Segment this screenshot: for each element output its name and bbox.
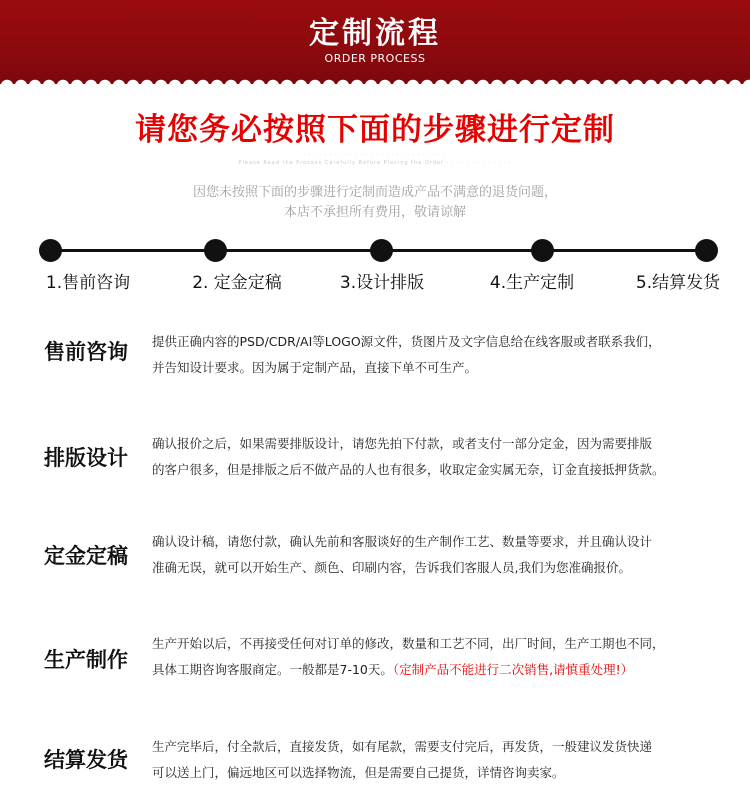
section-body: [152, 529, 732, 581]
timeline-dot-2: [204, 239, 227, 262]
section-line: 确认设计稿，请您付款，确认先前和客服谈好的生产制作工艺、数量等要求，并且确认设计: [152, 534, 653, 549]
step-label-4: 4.生产定制: [489, 273, 575, 293]
decorative-text-line-2: Please Read the Process Carefully Before Placing the Order · · · · · · · · · · · · ·: [238, 160, 512, 166]
timeline-dot-1: [39, 239, 62, 262]
section-line: 并告知设计要求。因为属于定制产品，直接下单不可生产。: [152, 360, 478, 375]
warning-text: （定制产品不能进行二次销售,请慎重处理!）: [392, 662, 634, 677]
section-body: [152, 631, 732, 683]
step-label-1: 1.售前咨询: [45, 273, 131, 293]
section-line: 生产开始以后，不再接受任何对订单的修改，数量和工艺不同，出厂时间，生产工期也不同，: [152, 636, 665, 651]
section-line: 可以送上门，偏远地区可以选择物流，但是需要自己提货，详情咨询卖家。: [152, 765, 565, 780]
notice-line-1: 因您未按照下面的步骤进行定制而造成产品不满意的退货问题，: [192, 185, 557, 200]
headline: 请您务必按照下面的步骤进行定制: [135, 112, 615, 148]
step-label-5: 5.结算发货: [635, 273, 721, 293]
section-line: 的客户很多，但是排版之后不做产品的人也有很多，收取定金实属无奈，订金直接抵押货款。: [152, 462, 665, 477]
banner-scallop-edge: [0, 72, 750, 84]
section-title: 结算发货: [44, 748, 128, 772]
section-title: 生产制作: [44, 648, 128, 672]
section-title: 定金定稿: [44, 544, 128, 568]
section-line: 确认报价之后，如果需要排版设计，请您先拍下付款，或者支付一部分定金，因为需要排版: [152, 436, 653, 451]
step-label-3: 3.设计排版: [339, 273, 425, 293]
timeline-dot-4: [531, 239, 554, 262]
decorative-text-line-1: · · · · · · · · · · · · · · · · · · · · · · · · · · · ·: [303, 152, 447, 158]
timeline-dot-3: [370, 239, 393, 262]
section-line: [152, 657, 732, 683]
notice-line-2: 本店不承担所有费用，敬请谅解: [283, 205, 466, 220]
section-body: [152, 734, 732, 786]
banner-subtitle: ORDER PROCESS: [324, 52, 426, 65]
section-title: 售前咨询: [44, 340, 128, 364]
section-body: [152, 431, 732, 483]
section-title: 排版设计: [44, 446, 128, 470]
section-line: 生产完毕后，付全款后，直接发货，如有尾款，需要支付完后，再发货，一般建议发货快递: [152, 739, 653, 754]
banner-title: 定制流程: [309, 16, 441, 51]
step-label-2: 2. 定金定稿: [192, 273, 282, 293]
section-body: [152, 329, 732, 381]
header-banner: [0, 0, 750, 84]
timeline-dot-5: [695, 239, 718, 262]
section-line-text: 具体工期咨询客服商定。一般都是7-10天。: [152, 662, 393, 677]
section-line: 准确无误，就可以开始生产、颜色、印刷内容，告诉我们客服人员,我们为您准确报价。: [152, 560, 631, 575]
section-line: 提供正确内容的PSD/CDR/AI等LOGO源文件，货图片及文字信息给在线客服或者联系我们，: [152, 334, 661, 349]
